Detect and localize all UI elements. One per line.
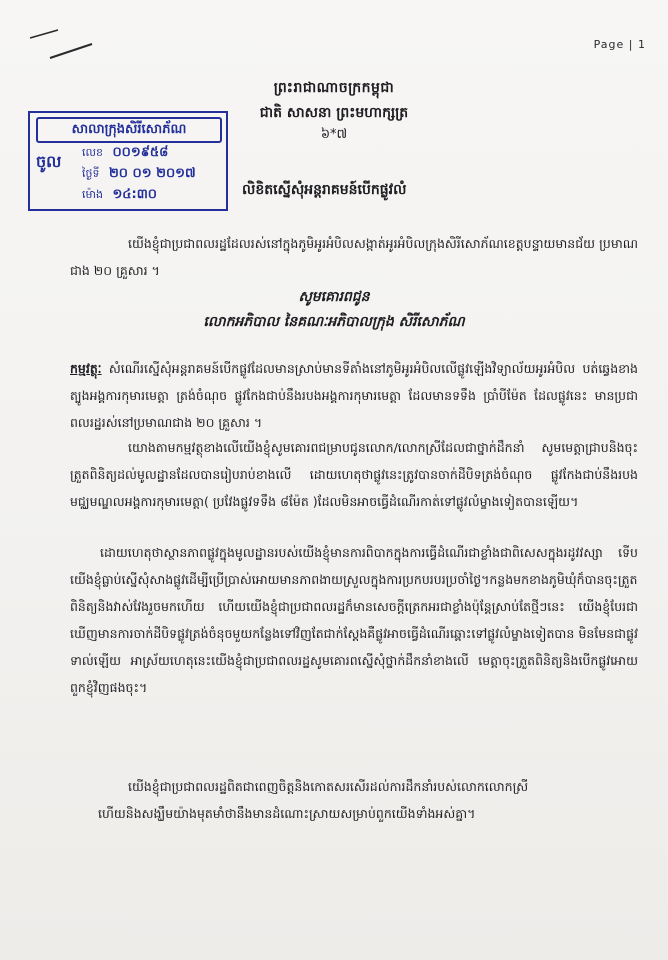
stamp-number-line: [82, 144, 168, 163]
document-title: លិខិតស្នើសុំអន្តរាគមន៍បើកផ្លូវលំ: [242, 182, 407, 198]
subject-paragraph: [70, 355, 638, 436]
body-paragraph-2: យោងតាមកម្មវត្ថុខាងលើយើងខ្ញុំសូមគោរពជម្រាបជូនលោក/លោកស្រីដែលជាថ្នាក់ដឹកនាំ សូមមេត្តាជ្រាបនិងចុះត្រួតពិនិត្យដល់មូលដ្ឋានដែលបានរៀបរាប់ខាងលើ ដោយហេតុថាផ្លូវនេះត្រូវបានចាក់ដីបិទត្រង់ចំណុច ផ្លូវកែងជាប់នឹងរបងមជ្ឈមណ្ឌលអង្គការកុមារមេត្តា( ប្រវែងផ្លូវទទឹង ៨ម៉ែត )ដែលមិនអាចធ្វើដំណើរកាត់ទៅផ្លូវលំម្ខាងទៀតបានឡើយ។: [70, 440, 638, 509]
received-stamp: [28, 111, 228, 211]
stamp-time-line: [82, 186, 157, 205]
subject-label: កម្មវត្ថុៈ: [70, 361, 102, 376]
body-paragraph-3: ដោយហេតុថាស្ថានភាពផ្លូវក្នុងមូលដ្ឋានរបស់យើងខ្ញុំមានការពិបាកក្នុងការធ្វើដំណើរជាខ្លាំងជាពិសេសក្នុងរដូវវស្សា ទើបយើងខ្ញុំធ្លាប់ស្នើសុំសាងផ្លូវដើម្បីប្រើប្រាស់អោយមានភាពងាយស្រួលក្នុងការប្រកបរបរប្រចាំថ្ងៃ។កន្លងមកខាងភូមិឃុំក៏បានចុះត្រួតពិនិត្យនិងវាស់វែងរួចមកហើយ ហើយយើងខ្ញុំជាប្រជាពលរដ្ឋក៏មានសេចក្តីត្រេកអរជាខ្លាំងប៉ុន្តែស្រាប់តែថ្មីៗនេះ យើងខ្ញុំបែរជាឃើញមានការចាក់ដីបិទផ្លូវត្រង់ចំនុចមួយកន្លែងទៅវិញតែជាក់ស្តែងគឺផ្លូវអាចធ្វើដំណើរឆ្ពោះទៅផ្លូវលំម្ខាងទៀតបាន មិនមែនជាផ្លូវទាល់ឡើយ អាស្រ័យហេតុនេះយើងខ្ញុំជាប្រជាពលរដ្ឋសូមគោរពស្នើសុំថ្នាក់ដឹកនាំខាងលើ មេត្តាចុះត្រួតពិនិត្យនិងបើកផ្លូវអោយពួកខ្ញុំវិញផងចុះ។: [70, 545, 638, 695]
salutation-line-2: លោកអភិបាល នៃគណៈអភិបាលក្រុង សិរីសោភ័ណ: [203, 314, 465, 330]
body-paragraph-5: ហើយនិងសង្ឃឹមយ៉ាងមុតមាំថានឹងមានដំណោះស្រាយសម្រាប់ពួកយើងទាំងអស់គ្នា។: [98, 806, 476, 821]
salutation-line-1: សូមគោរពជូន: [298, 289, 370, 305]
stamp-number-value: ០០១៩៥៨: [112, 145, 169, 160]
body-paragraph-4: យើងខ្ញុំជាប្រជាពលរដ្ឋពិតជាពេញចិត្តនិងកោតសរសើរដល់ការដឹកនាំរបស់លោកលោកស្រី: [128, 779, 529, 794]
motto-ornament: ៦*៧: [320, 127, 348, 142]
page-number: Page | 1: [593, 38, 646, 51]
stamp-side-label: ចូល: [36, 152, 62, 171]
stamp-date-value: ២០ ០១ ២០១៧: [108, 166, 196, 181]
intro-paragraph: យើងខ្ញុំជាប្រជាពលរដ្ឋដែលរស់នៅក្នុងភូមិអូរអំបិលសង្កាត់អូរអំបិលក្រុងសិរីសោភ័ណខេត្តបន្ទាយមានជ័យ ប្រមាណជាង ២០ គ្រួសារ ។: [70, 236, 638, 278]
subject-text: សំណើរស្នើសុំអន្តរាគមន៍បើកផ្លូវដែលមានស្រាប់មានទីតាំងនៅភូមិអូរអំបិលលើផ្លូវឡើងវិទ្យាល័យអូរអំបិល បត់ឆ្វេងខាងត្បូងអង្គការកុមារមេត្តា ត្រង់ចំណុច ផ្លូវកែងជាប់នឹងរបងអង្គការកុមារមេត្តា ដែលមានទទឹង ប្រាំបីម៉ែត ដែលផ្លូវនេះ មានប្រជាពលរដ្ឋរស់នៅប្រមាណជាង ២០ គ្រួសារ ។: [70, 361, 638, 430]
stamp-time-label: ម៉ោង: [82, 188, 103, 201]
stamp-time-value: ១៤:៣០: [112, 187, 158, 202]
kingdom-heading: ព្រះរាជាណាចក្រកម្ពុជា: [273, 80, 395, 96]
stamp-number-label: លេខ: [82, 146, 103, 159]
national-motto: ជាតិ សាសនា ព្រះមហាក្សត្រ: [259, 105, 409, 121]
margin-pen-marks: [0, 0, 120, 80]
stamp-date-line: [82, 165, 196, 184]
stamp-office: សាលាក្រុងសិរីសោភ័ណ: [36, 117, 222, 143]
stamp-date-label: ថ្ងៃទី: [82, 167, 100, 180]
